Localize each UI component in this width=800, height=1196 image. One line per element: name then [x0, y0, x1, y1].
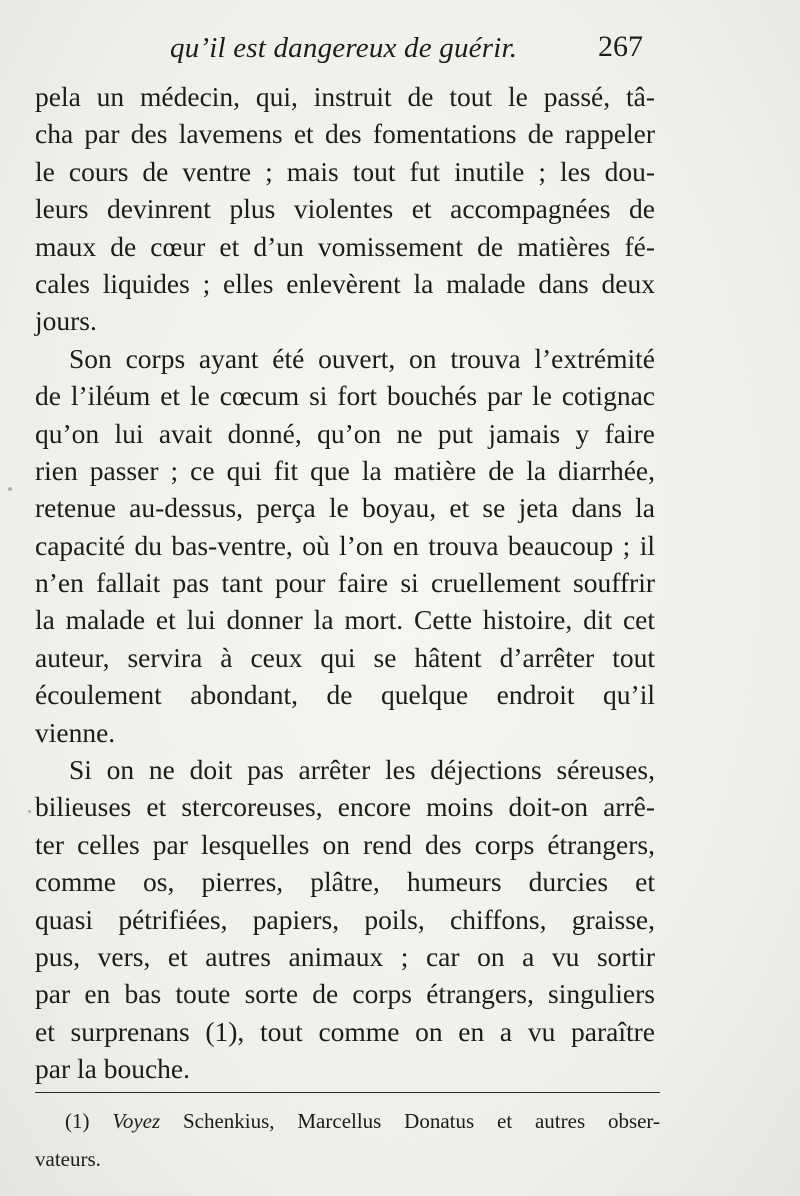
text-line: le cours de ventre ; mais tout fut inutile ; les dou- [35, 155, 655, 187]
text-line: bilieuses et stercoreuses, encore moins doit-on arrê- [35, 791, 655, 823]
text-line: par la bouche. [35, 1053, 190, 1085]
text-line: Son corps ayant été ouvert, on trouva l’extrémité [69, 342, 655, 374]
text-line: n’en fallait pas tant pour faire si cruellement souffrir [35, 567, 655, 599]
text-line: pela un médecin, qui, instruit de tout le passé, tâ- [35, 81, 655, 112]
text-line: de l’iléum et le cœcum si fort bouchés par le cotignac [35, 380, 655, 412]
text-line: et surprenans (1), tout comme on en a vu paraître [35, 1015, 655, 1047]
text-line: écoulement abondant, de quelque endroit qu’il [35, 679, 655, 711]
running-head [0, 26, 800, 66]
footnote-rule [35, 1092, 660, 1093]
text-line: cha par des lavemens et des fomentations de rappeler [35, 118, 655, 150]
text-line: qu’on lui avait donné, qu’on ne put jamais y faire [35, 417, 655, 449]
text-line: vienne. [35, 716, 116, 748]
text-line: capacité du bas-ventre, où l’on en trouva beaucoup ; il [35, 529, 655, 561]
page-number: 267 [598, 30, 643, 63]
text-line: cales liquides ; elles enlevèrent la malade dans deux [35, 267, 655, 299]
footnote-marker: (1) [65, 1109, 90, 1133]
ink-speck [28, 810, 31, 813]
text-line: comme os, pierres, plâtre, humeurs durcies et [35, 866, 655, 898]
running-title: qu’il est dangereux de guérir. [170, 32, 518, 64]
text-line: par en bas toute sorte de corps étrangers, singuliers [35, 978, 655, 1010]
text-line: quasi pétrifiées, papiers, poils, chiffons, graisse, [35, 903, 655, 935]
footnote-continuation: vateurs. [35, 1147, 101, 1171]
footnote-line [35, 1102, 660, 1140]
text-line: maux de cœur et d’un vomissement de matières fé- [35, 230, 655, 262]
text-line: Si on ne doit pas arrêter les déjections séreuses, [69, 754, 655, 786]
text-line: leurs devinrent plus violentes et accompagnées de [35, 193, 655, 225]
footnote-voyez: Voyez [112, 1109, 161, 1133]
text-line: ter celles par lesquelles on rend des corps étrangers, [35, 828, 655, 860]
text-line: rien passer ; ce qui fit que la matière de la diarrhée, [35, 454, 655, 486]
text-line: la malade et lui donner la mort. Cette histoire, dit cet [35, 604, 655, 636]
text-line: retenue au-dessus, perça le boyau, et se jeta dans la [35, 492, 655, 524]
ink-speck [8, 487, 12, 491]
body-text [35, 78, 655, 1088]
footnote-text: Schenkius, Marcellus Donatus et autres obser- [182, 1109, 660, 1133]
text-line: pus, vers, et autres animaux ; car on a vu sortir [35, 940, 655, 972]
text-line: jours. [35, 305, 97, 337]
text-line: auteur, servira à ceux qui se hâtent d’arrêter tout [35, 641, 655, 673]
footnote [35, 1102, 660, 1178]
